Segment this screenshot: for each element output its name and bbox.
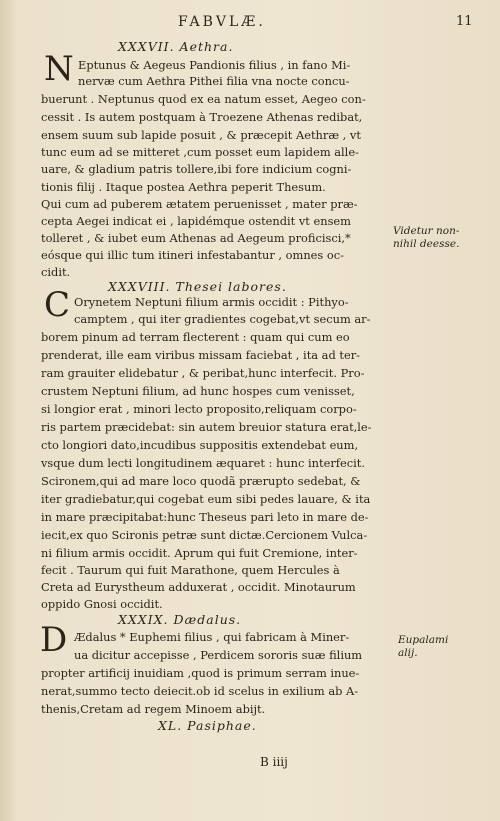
text-line: tolleret , & iubet eum Athenas ad Aegeum proficisci,* xyxy=(41,231,351,245)
text-line: propter artificij inuidiam ,quod is primum serram inue- xyxy=(41,666,360,680)
margin-note-line: alij. xyxy=(398,647,418,659)
text-line: nerat,summo tecto deiecit.ob id scelus in exilium ab A- xyxy=(41,684,359,698)
text-line: cidit. xyxy=(41,265,71,279)
text-line: cto longiori dato,incudibus suppositis extendebat eum, xyxy=(41,438,359,452)
signature-mark: B iiij xyxy=(260,755,288,769)
running-head xyxy=(0,14,500,34)
text-line: ris partem præcidebat: sin autem breuior statura erat,le- xyxy=(41,420,372,434)
margin-note xyxy=(398,634,448,660)
text-line: in mare præcipitabat:hunc Theseus pari leto in mare de- xyxy=(41,510,369,524)
text-line: Eptunus & Aegeus Pandionis filius , in fano Mi- xyxy=(78,58,351,72)
text-line: iter gradiebatur,qui cogebat eum sibi pedes lauare, & ita xyxy=(41,492,371,506)
text-line: ua dicitur accepisse , Perdicem sororis suæ filium xyxy=(74,648,363,662)
text-line: Creta ad Eurystheum adduxerat , occidit. Minotaurum xyxy=(41,580,356,594)
fable-heading-38: XXXVIII. Thesei labores. xyxy=(108,279,287,294)
text-line: oppido Gnosi occidit. xyxy=(41,597,163,611)
text-line: Orynetem Neptuni filium armis occidit : Pithyo- xyxy=(74,295,349,309)
text-line: Ædalus * Euphemi filius , qui fabricam à Miner- xyxy=(74,630,350,644)
text-line: camptem , qui iter gradientes cogebat,vt secum ar- xyxy=(74,312,371,326)
drop-cap: C xyxy=(44,285,71,325)
page-number: 11 xyxy=(456,14,473,29)
margin-note-line: nihil deesse. xyxy=(393,238,460,250)
drop-cap: N xyxy=(44,49,74,89)
running-head-title: FABVLÆ. xyxy=(178,14,266,30)
text-line: prenderat, ille eam viribus missam faciebat , ita ad ter- xyxy=(41,348,360,362)
text-line: cepta Aegei indicat ei , lapidémque ostendit vt ensem xyxy=(41,214,351,228)
margin-note xyxy=(393,225,459,251)
margin-note-line: Eupalami xyxy=(398,634,449,646)
fable-heading-40: XL. Pasiphae. xyxy=(158,718,257,733)
text-line: ram grauiter elidebatur , & peribat,hunc interfecit. Pro- xyxy=(41,366,365,380)
drop-cap: D xyxy=(40,620,68,660)
text-line: uare, & gladium patris tollere,ibi fore indicium cogni- xyxy=(41,162,352,176)
text-line: borem pinum ad terram flecterent : quam qui cum eo xyxy=(41,330,350,344)
text-line: ni filium armis occidit. Aprum qui fuit Cremione, inter- xyxy=(41,546,358,560)
text-line: tunc eum ad se mitteret ,cum posset eum lapidem alle- xyxy=(41,145,359,159)
text-line: iecit,ex quo Scironis petræ sunt dictæ.Cercionem Vulca- xyxy=(41,528,368,542)
text-line: si longior erat , minori lecto proposito,reliquam corpo- xyxy=(41,402,357,416)
text-line: crustem Neptuni filium, ad hunc hospes cum venisset, xyxy=(41,384,355,398)
fable-heading-37: XXXVII. Aethra. xyxy=(118,39,234,54)
text-line: eósque qui illic tum itineri infestabantur , omnes oc- xyxy=(41,248,344,262)
fable-heading-39: XXXIX. Dædalus. xyxy=(118,612,242,627)
margin-note-line: Videtur non- xyxy=(393,225,460,237)
text-line: tionis filij . Itaque postea Aethra peperit Thesum. xyxy=(41,180,326,194)
text-line: ensem suum sub lapide posuit , & præcepit Aethræ , vt xyxy=(41,128,361,142)
text-line: cessit . Is autem postquam à Troezene Athenas redibat, xyxy=(41,110,363,124)
text-line: Qui cum ad puberem ætatem peruenisset , mater præ- xyxy=(41,197,358,211)
text-line: Scironem,qui ad mare loco quodã prærupto sedebat, & xyxy=(41,474,361,488)
text-line: vsque dum lecti longitudinem æquaret : hunc interfecit. xyxy=(41,456,365,470)
text-line: thenis,Cretam ad regem Minoem abijt. xyxy=(41,702,266,716)
text-line: fecit . Taurum qui fuit Marathone, quem Hercules à xyxy=(41,563,340,577)
text-line: buerunt . Neptunus quod ex ea natum esset, Aegeo con- xyxy=(41,92,366,106)
text-line: nervæ cum Aethra Pithei filia vna nocte concu- xyxy=(78,74,350,88)
